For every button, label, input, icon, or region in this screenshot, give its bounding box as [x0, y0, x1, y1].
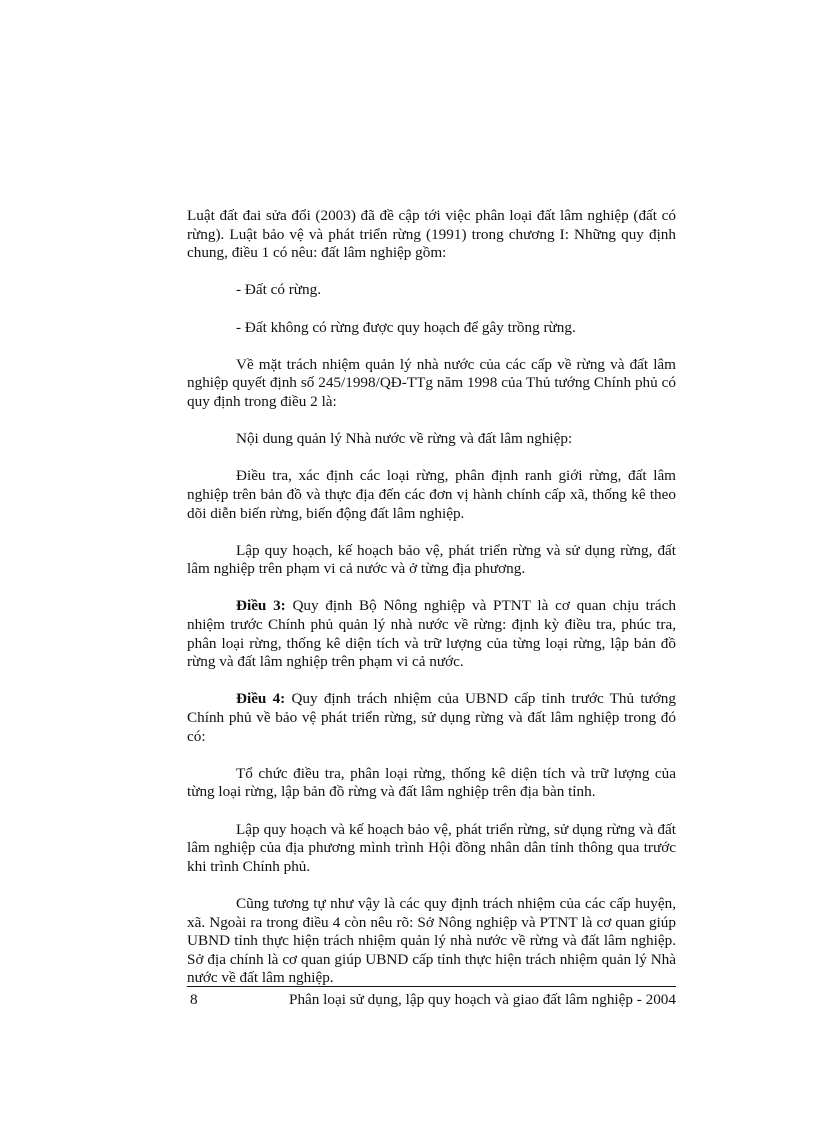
document-body	[187, 207, 676, 1007]
paragraph-survey: Điều tra, xác định các loại rừng, phân định ranh giới rừng, đất lâm nghiệp trên bản đồ và thực địa đến các đơn vị hành chính cấp xã, thống kê theo dõi diễn biến rừng, biến động đất lâm nghiệp.	[187, 467, 676, 522]
paragraph-land-law: Luật đất đai sửa đổi (2003) đã đề cập tới việc phân loại đất lâm nghiệp (đất có rừng). Luật bảo vệ và phát triển rừng (1991) trong chương I: Những quy định chung, điều 1 có nêu: đất lâm nghiệp gồm:	[187, 207, 676, 262]
paragraph-planning: Lập quy hoạch, kế hoạch bảo vệ, phát triển rừng và sử dụng rừng, đất lâm nghiệp trên phạm vi cả nước và ở từng địa phương.	[187, 541, 676, 578]
page-number: 8	[190, 991, 198, 1008]
bullet-forested-land: - Đất có rừng.	[236, 281, 321, 299]
paragraph-article-3	[187, 597, 676, 671]
paragraph-management-content: Nội dung quản lý Nhà nước về rừng và đất lâm nghiệp:	[236, 430, 573, 448]
paragraph-inventory: Tổ chức điều tra, phân loại rừng, thống kê diện tích và trữ lượng của từng loại rừng, lập bản đồ rừng và đất lâm nghiệp trên địa bàn tỉnh.	[187, 764, 676, 801]
bullet-unforested-land: - Đất không có rừng được quy hoạch để gây trồng rừng.	[236, 318, 576, 336]
article-3-text: Quy định Bộ Nông nghiệp và PTNT là cơ quan chịu trách nhiệm trước Chính phủ quản lý nhà nước về rừng: định kỳ điều tra, phúc tra, phân loại rừng, thống kê diện tích và trữ lượng của từng loại rừng, lập bản đồ rừng và đất lâm nghiệp trên phạm vi cả nước.	[187, 597, 677, 671]
paragraph-local-planning: Lập quy hoạch và kế hoạch bảo vệ, phát triển rừng, sử dụng rừng và đất lâm nghiệp của địa phương mình trình Hội đồng nhân dân tỉnh thông qua trước khi trình Chính phủ.	[187, 820, 676, 875]
paragraph-district-levels: Cũng tương tự như vậy là các quy định trách nhiệm của các cấp huyện, xã. Ngoài ra trong điều 4 còn nêu rõ: Sở Nông nghiệp và PTNT là cơ quan giúp UBND tỉnh thực hiện trách nhiệm quản lý nhà nước về rừng và đất lâm nghiệp. Sở địa chính là cơ quan giúp UBND cấp tỉnh thực hiện trách nhiệm quản lý Nhà nước về đất lâm nghiệp.	[187, 894, 676, 987]
article-4-label: Điều 4:	[236, 690, 286, 708]
paragraph-responsibility: Về mặt trách nhiệm quản lý nhà nước của các cấp về rừng và đất lâm nghiệp quyết định số 245/1998/QĐ-TTg năm 1998 của Thủ tướng Chính phủ có quy định trong điều 2 là:	[187, 355, 676, 410]
page-footer	[187, 986, 676, 1009]
book-title: Phân loại sử dụng, lập quy hoạch và giao đất lâm nghiệp - 2004	[289, 991, 676, 1008]
paragraph-article-4	[187, 690, 676, 746]
article-4-text: Quy định trách nhiệm của UBND cấp tỉnh trước Thủ tướng Chính phủ về bảo vệ phát triển rừng, sử dụng rừng và đất lâm nghiệp trong đó có:	[187, 690, 676, 745]
article-3-label: Điều 3:	[236, 597, 286, 615]
